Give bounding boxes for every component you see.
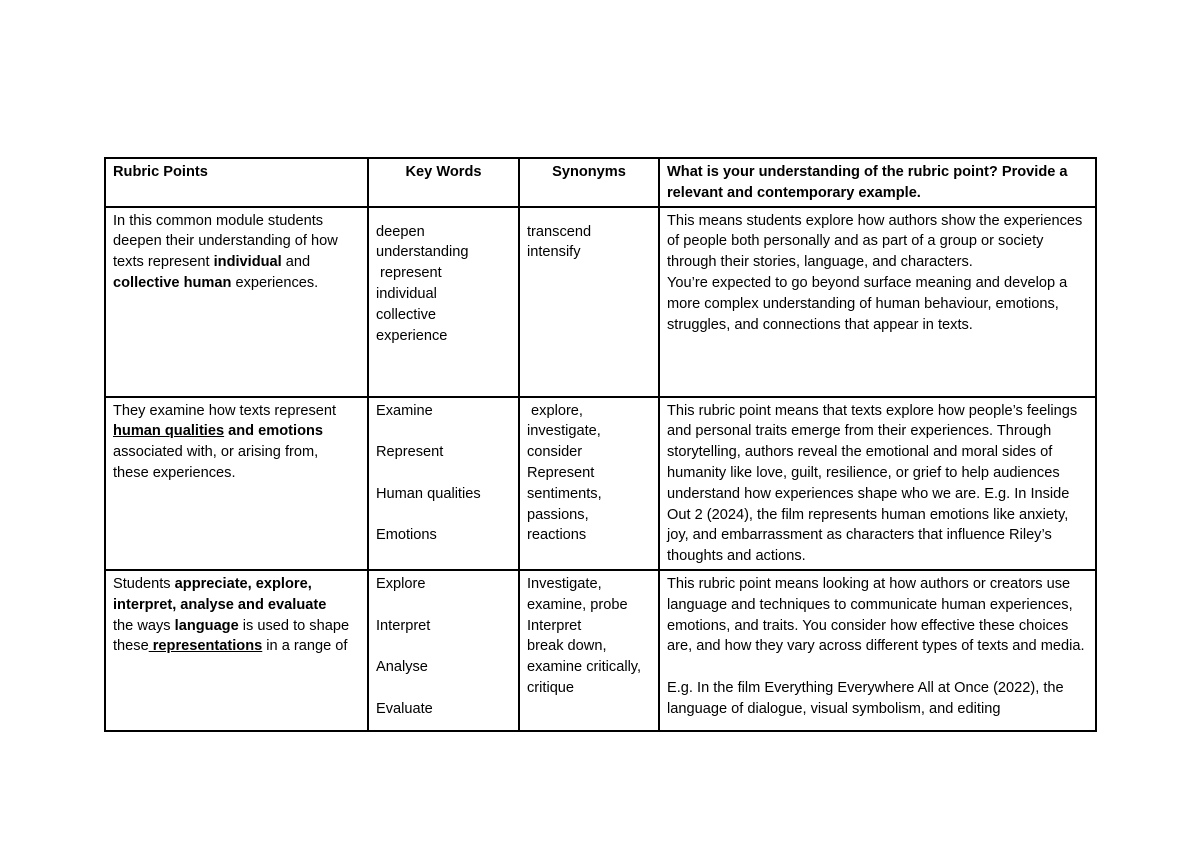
keyword: Analyse: [376, 659, 428, 676]
rubric-line: In this common module students: [113, 212, 324, 229]
rubric-line: associated with, or arising from,: [113, 444, 319, 461]
keyword: Represent: [376, 444, 444, 461]
keyword: Explore: [376, 575, 426, 592]
understanding-paragraph: This means students explore how authors show the experiences of people both personally and as part of a group or society through their stories, language, and characters.: [667, 212, 1083, 271]
synonym: consider: [527, 444, 583, 461]
table-header-row: [105, 158, 1096, 207]
table-row: [105, 207, 1096, 397]
synonym: intensify: [527, 244, 581, 261]
header-synonyms: Synonyms: [519, 158, 659, 207]
synonym: passions,: [527, 506, 589, 523]
synonym: explore,: [527, 402, 583, 419]
keyword: Examine: [376, 402, 433, 419]
table-row: [105, 570, 1096, 731]
rubric-table: [104, 157, 1097, 732]
rubric-emphasis: appreciate, explore,: [174, 575, 312, 592]
synonym: critique: [527, 679, 575, 696]
spacer: [376, 678, 511, 699]
rubric-line: interpret, analyse and evaluate: [113, 596, 327, 613]
spacer: [376, 463, 511, 484]
synonym: transcend: [527, 223, 592, 240]
rubric-text: Students: [113, 575, 175, 592]
understanding-paragraph: E.g. In the film Everything Everywhere All at Once (2022), the language of dialogue, visual symbolism, and editing: [667, 679, 1064, 717]
table-row: [105, 397, 1096, 570]
rubric-line: deepen their understanding of how: [113, 233, 338, 250]
rubric-point-cell: [105, 397, 368, 570]
rubric-emphasis: human qualities: [113, 423, 225, 440]
synonyms-cell: [519, 570, 659, 731]
keyword: deepen: [376, 223, 425, 240]
rubric-emphasis: individual: [213, 254, 282, 271]
rubric-line: these experiences.: [113, 464, 236, 481]
rubric-line: They examine how texts represent: [113, 402, 337, 419]
keyword: experience: [376, 327, 448, 344]
header-key-words: Key Words: [368, 158, 519, 207]
key-words-cell: [368, 207, 519, 397]
rubric-emphasis: collective human: [113, 274, 232, 291]
rubric-emphasis: and emotions: [224, 423, 324, 440]
key-words-cell: [368, 570, 519, 731]
synonym: investigate,: [527, 423, 601, 440]
rubric-text: these: [113, 638, 149, 655]
rubric-text: in a range of: [262, 638, 348, 655]
rubric-point-cell: [105, 570, 368, 731]
keyword: Interpret: [376, 617, 431, 634]
synonym: examine critically,: [527, 659, 642, 676]
rubric-emphasis: representations: [148, 638, 263, 655]
rubric-emphasis: language: [174, 617, 239, 634]
understanding-paragraph: This rubric point means looking at how authors or creators use language and techniques to communicate human experiences, emotions, and traits. You consider how effective these choices are, and how they vary across different types of texts and media.: [667, 575, 1085, 655]
understanding-cell: [659, 570, 1096, 731]
rubric-line: [113, 616, 360, 637]
keyword: Emotions: [376, 527, 437, 544]
spacer: [376, 421, 511, 442]
rubric-text: and: [281, 254, 311, 271]
spacer: [376, 595, 511, 616]
synonym: Represent: [527, 464, 595, 481]
synonyms-cell: [519, 397, 659, 570]
understanding-cell: [659, 397, 1096, 570]
synonyms-cell: [519, 207, 659, 397]
rubric-text: texts represent: [113, 254, 214, 271]
rubric-point-cell: [105, 207, 368, 397]
keyword: represent: [376, 265, 442, 282]
synonym: reactions: [527, 527, 587, 544]
keyword: understanding: [376, 244, 469, 261]
synonym-list: [527, 211, 651, 264]
spacer: [376, 505, 511, 526]
rubric-line: [113, 252, 360, 273]
understanding-paragraph: This rubric point means that texts explore how people’s feelings and personal traits emerge from their experiences. Through storytelling, authors reveal the emotional and moral sides of humanity like love, guilt, resilience, or grief to help audiences understand how experiences shape who we are. E.g. In Inside Out 2 (2024), the film represents human emotions like anxiety, joy, and embarrassment as characters that influence Riley’s thoughts and actions.: [667, 402, 1078, 565]
synonym: Interpret: [527, 617, 582, 634]
keyword: Human qualities: [376, 485, 481, 502]
header-understanding: What is your understanding of the rubric point? Provide a relevant and contemporary example.: [659, 158, 1096, 207]
keyword: collective: [376, 306, 437, 323]
rubric-text: is used to shape: [238, 617, 350, 634]
rubric-line: [113, 574, 360, 595]
spacer: [667, 657, 1088, 678]
synonym: break down,: [527, 638, 607, 655]
keyword: Evaluate: [376, 700, 433, 717]
rubric-text: the ways: [113, 617, 175, 634]
rubric-line: [113, 636, 360, 657]
rubric-text: experiences.: [231, 274, 319, 291]
understanding-paragraph: You’re expected to go beyond surface meaning and develop a more complex understanding of human behaviour, emotions, struggles, and connections that appear in texts.: [667, 274, 1068, 333]
keyword-list: [376, 211, 511, 347]
rubric-line: [113, 421, 360, 442]
keyword: individual: [376, 285, 437, 302]
header-rubric-points: Rubric Points: [105, 158, 368, 207]
synonym: Investigate,: [527, 575, 602, 592]
synonym: examine, probe: [527, 596, 628, 613]
rubric-line: [113, 273, 360, 294]
key-words-cell: [368, 397, 519, 570]
spacer: [376, 636, 511, 657]
synonym: sentiments,: [527, 485, 602, 502]
understanding-cell: [659, 207, 1096, 397]
